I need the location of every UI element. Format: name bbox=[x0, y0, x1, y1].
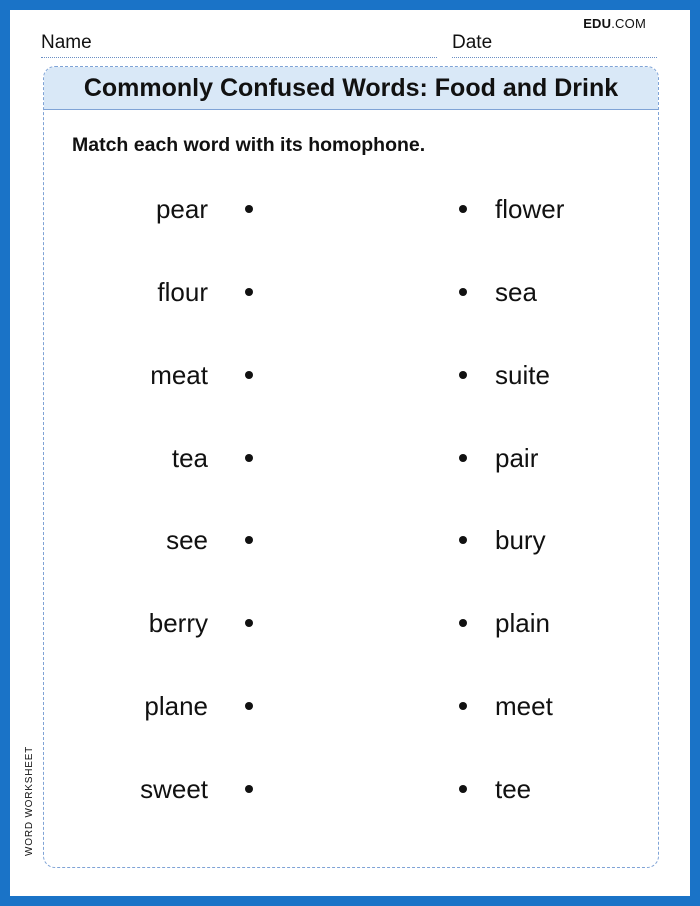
left-dot[interactable] bbox=[245, 454, 253, 462]
right-dot[interactable] bbox=[459, 702, 467, 710]
match-row bbox=[44, 189, 658, 229]
right-word: suite bbox=[495, 360, 550, 390]
right-word: plain bbox=[495, 608, 550, 638]
match-row bbox=[44, 355, 658, 395]
left-dot[interactable] bbox=[245, 536, 253, 544]
left-word: flour bbox=[157, 277, 208, 307]
match-row bbox=[44, 686, 658, 726]
page-title: Commonly Confused Words: Food and Drink bbox=[44, 67, 658, 110]
brand-suffix: .COM bbox=[611, 16, 646, 31]
left-dot[interactable] bbox=[245, 205, 253, 213]
right-dot[interactable] bbox=[459, 205, 467, 213]
side-label: WORD WORKSHEET bbox=[24, 745, 35, 856]
left-word: pear bbox=[155, 194, 208, 224]
right-word: flower bbox=[495, 194, 565, 224]
left-dot[interactable] bbox=[245, 702, 253, 710]
right-dot[interactable] bbox=[459, 371, 467, 379]
right-word: tee bbox=[495, 774, 532, 804]
left-word: plane bbox=[144, 691, 208, 721]
name-label: Name bbox=[41, 32, 92, 53]
left-word: see bbox=[166, 525, 208, 555]
left-word: meat bbox=[150, 360, 208, 390]
left-word: sweet bbox=[140, 774, 208, 804]
left-dot[interactable] bbox=[245, 619, 253, 627]
right-word: sea bbox=[495, 277, 537, 307]
match-row bbox=[44, 272, 658, 312]
right-word: pair bbox=[495, 443, 539, 473]
left-word: tea bbox=[171, 443, 208, 473]
right-dot[interactable] bbox=[459, 536, 467, 544]
right-dot[interactable] bbox=[459, 785, 467, 793]
right-dot[interactable] bbox=[459, 288, 467, 296]
content-panel bbox=[43, 66, 659, 868]
right-word: bury bbox=[495, 525, 546, 555]
date-line[interactable] bbox=[452, 57, 657, 58]
match-row bbox=[44, 520, 658, 560]
instructions: Match each word with its homophone. bbox=[72, 134, 426, 156]
left-dot[interactable] bbox=[245, 371, 253, 379]
match-row bbox=[44, 769, 658, 809]
date-label: Date bbox=[452, 32, 493, 53]
right-dot[interactable] bbox=[459, 619, 467, 627]
match-row bbox=[44, 603, 658, 643]
left-dot[interactable] bbox=[245, 288, 253, 296]
worksheet-page bbox=[10, 10, 690, 896]
left-word: berry bbox=[148, 608, 208, 638]
right-dot[interactable] bbox=[459, 454, 467, 462]
name-line[interactable] bbox=[41, 57, 437, 58]
brand-logo bbox=[583, 16, 646, 31]
match-row bbox=[44, 438, 658, 478]
brand-main: EDU bbox=[583, 16, 612, 31]
right-word: meet bbox=[495, 691, 553, 721]
left-dot[interactable] bbox=[245, 785, 253, 793]
